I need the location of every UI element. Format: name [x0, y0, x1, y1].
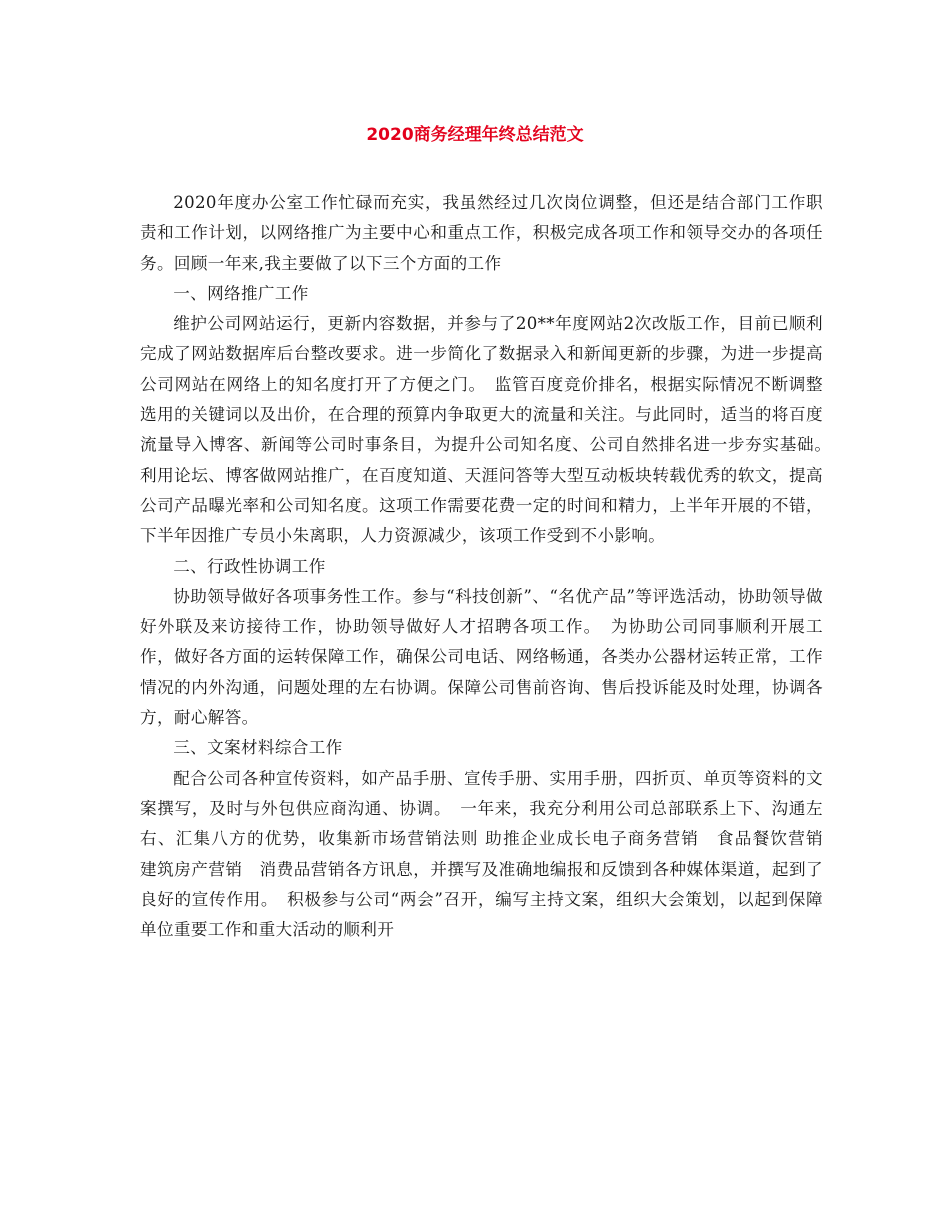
administrative-coordination-paragraph: 协助领导做好各项事务性工作。参与“科技创新”、“名优产品”等评选活动，协助领导做好外联及来访接待工作，协助领导做好人才招聘各项工作。 为协助公司同事顺利开展工作，做好各方面的运转保障工作，确保公司电话、网络畅通，各类办公器材运转正常，工作情况的内外沟通，问题处理的左右协调。保障公司售前咨询、售后投诉能及时处理，协调各方，耐心解答。	[140, 586, 823, 728]
intro-paragraph: 2020年度办公室工作忙碌而充实，我虽然经过几次岗位调整，但还是结合部门工作职责和工作计划，以网络推广为主要中心和重点工作，积极完成各项工作和领导交办的各项任务。回顾一年来,我主要做了以下三个方面的工作	[140, 193, 823, 273]
section-heading-administrative-coordination: 二、行政性协调工作	[173, 556, 326, 576]
copywriting-paragraph: 配合公司各种宣传资料，如产品手册、宣传手册、实用手册，四折页、单页等资料的文案撰写，及时与外包供应商沟通、协调。 一年来，我充分利用公司总部联系上下、沟通左右、汇集八方的优势，收集新市场营销法则 助推企业成长电子商务营销 食品餐饮营销 建筑房产营销 消费品营销各方讯息，并撰写及准确地编报和反馈到各种媒体渠道，起到了良好的宣传作用。 积极参与公司“两会”召开，编写主持文案，组织大会策划，以起到保障单位重要工作和重大活动的顺利开	[140, 768, 840, 940]
section-heading-network-promotion: 一、网络推广工作	[173, 283, 309, 303]
document-title: 2020商务经理年终总结范文	[366, 125, 584, 145]
document-body	[140, 188, 840, 945]
network-promotion-paragraph: 维护公司网站运行，更新内容数据，并参与了20**年度网站2次改版工作，目前已顺利完成了网站数据库后台整改要求。进一步简化了数据录入和新闻更新的步骤，为进一步提高公司网站在网络上的知名度打开了方便之门。 监管百度竞价排名，根据实际情况不断调整选用的关键词以及出价，在合理的预算内争取更大的流量和关注。与此同时，适当的将百度流量导入博客、新闻等公司时事条目，为提升公司知名度、公司自然排名进一步夯实基础。 利用论坛、博客做网站推广，在百度知道、天涯问答等大型互动板块转载优秀的软文，提高公司产品曝光率和公司知名度。这项工作需要花费一定的时间和精力，上半年开展的不错，下半年因推广专员小朱离职，人力资源减少，该项工作受到不小影响。	[140, 314, 840, 546]
section-heading-copywriting: 三、文案材料综合工作	[173, 738, 343, 758]
